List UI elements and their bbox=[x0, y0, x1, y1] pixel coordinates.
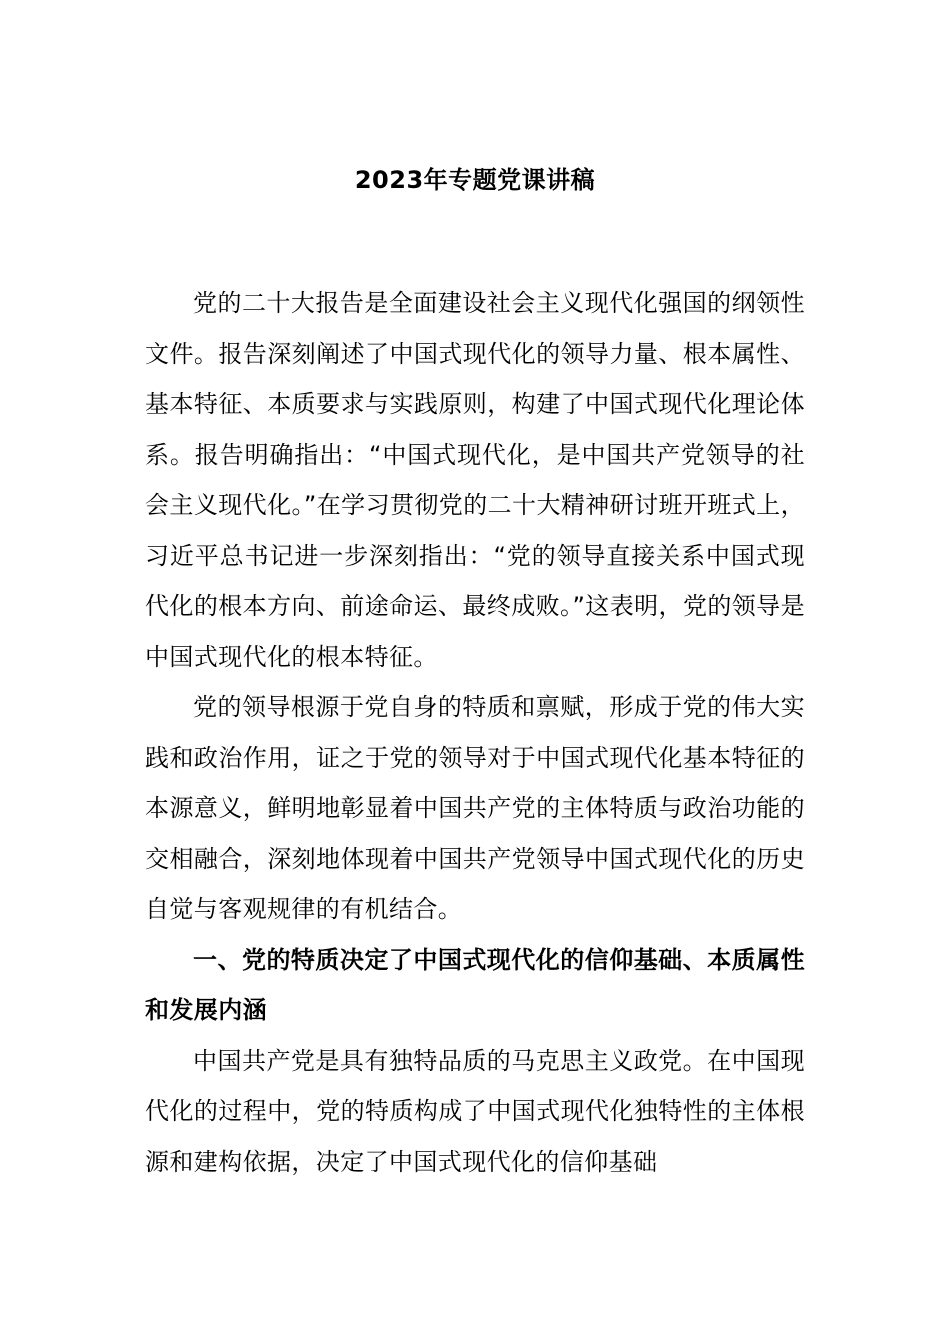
paragraph-section-1: 中国共产党是具有独特品质的马克思主义政党。在中国现代化的过程中，党的特质构成了中国式现代化独特性的主体根源和建构依据，决定了中国式现代化的信仰基础 bbox=[145, 1046, 805, 1176]
document-title: 2023年专题党课讲稿 bbox=[354, 166, 596, 194]
section-heading-1: 一、党的特质决定了中国式现代化的信仰基础、本质属性和发展内涵 bbox=[145, 945, 805, 1024]
paragraph-party-leadership: 党的领导根源于党自身的特质和禀赋，形成于党的伟大实践和政治作用，证之于党的领导对于中国式现代化基本特征的本源意义，鲜明地彰显着中国共产党的主体特质与政治功能的交相融合，深刻地体现着中国共产党领导中国式现代化的历史自觉与客观规律的有机结合。 bbox=[145, 693, 805, 923]
document-body bbox=[145, 278, 805, 1187]
paragraph-intro: 党的二十大报告是全面建设社会主义现代化强国的纲领性文件。报告深刻阐述了中国式现代化的领导力量、根本属性、基本特征、本质要求与实践原则，构建了中国式现代化理论体系。报告明确指出：“中国式现代化，是中国共产党领导的社会主义现代化。”在学习贯彻党的二十大精神研讨班开班式上，习近平总书记进一步深刻指出：“党的领导直接关系中国式现代化的根本方向、前途命运、最终成败。”这表明，党的领导是中国式现代化的根本特征。 bbox=[145, 289, 805, 671]
